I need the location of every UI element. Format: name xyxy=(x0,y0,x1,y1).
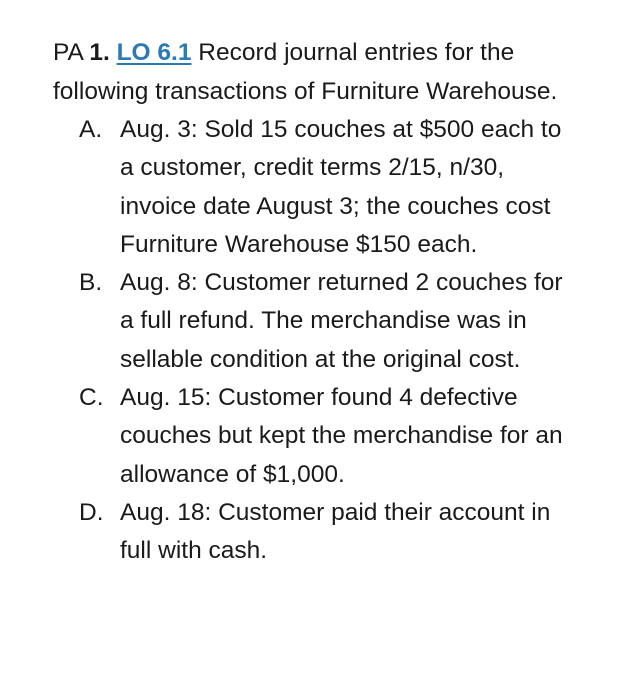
transaction-item-b xyxy=(53,264,570,379)
transaction-item-a xyxy=(53,111,570,264)
transaction-text: Aug. 3: Sold 15 couches at $500 each to a customer, credit terms 2/15, n/30, invoice date August 3; the couches cost Furniture Warehouse $150 each. xyxy=(120,116,562,258)
problem-statement xyxy=(53,34,593,111)
transaction-list xyxy=(53,111,583,571)
problem-prefix: PA xyxy=(53,39,83,66)
transaction-marker: D. xyxy=(79,498,104,526)
problem-instruction: Record journal entries for the following transactions of Furniture Warehouse. xyxy=(53,39,558,105)
transaction-marker: B. xyxy=(79,269,103,297)
transaction-marker: A. xyxy=(79,116,103,143)
transaction-text: Aug. 8: Customer returned 2 couches for a full refund. The merchandise was in sellable condition at the original cost. xyxy=(120,269,563,373)
transaction-text: Aug. 15: Customer found 4 defective couches but kept the merchandise for an allowance of $1,000. xyxy=(120,384,563,488)
transaction-item-d xyxy=(53,494,570,571)
problem-number: 1. xyxy=(89,39,110,66)
transaction-marker: C. xyxy=(79,384,104,412)
transaction-item-c xyxy=(53,379,570,494)
transaction-text: Aug. 18: Customer paid their account in full with cash. xyxy=(120,498,551,565)
learning-objective-link[interactable]: LO 6.1 xyxy=(116,39,192,66)
